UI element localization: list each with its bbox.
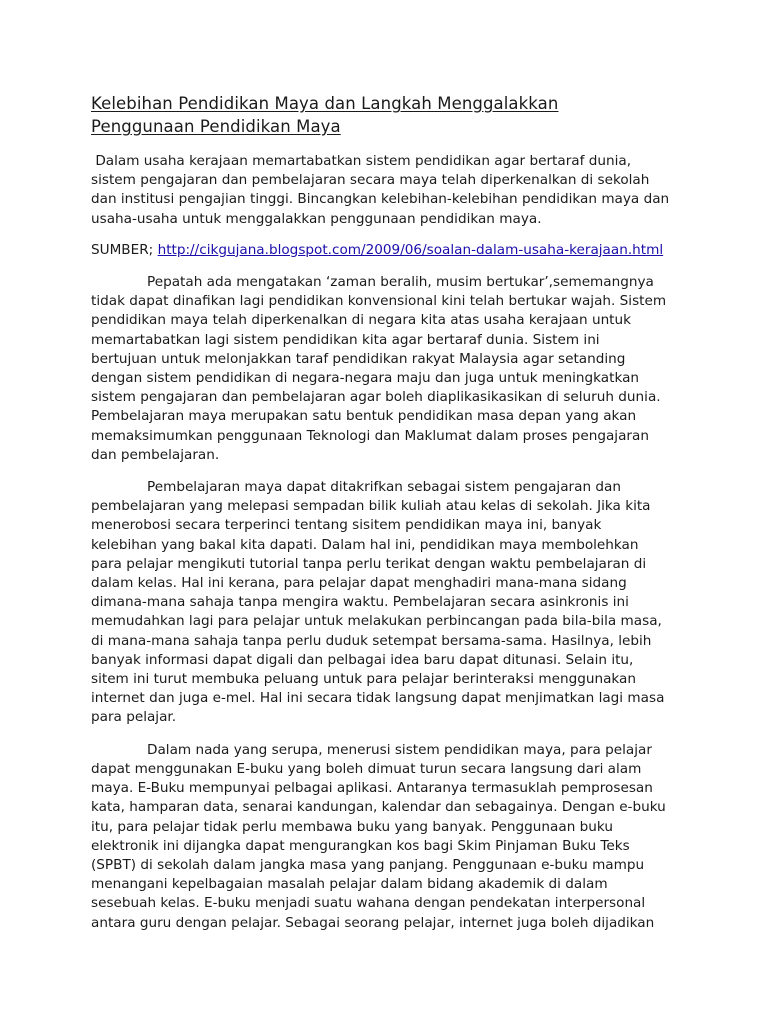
intro-line: sistem pengajaran dan pembelajaran secara maya telah diperkenalkan di sekolah [91,172,650,189]
paragraph-line: banyak informasi dapat digali dan pelbagai idea baru dapat ditunasi. Selain itu, [91,651,634,668]
paragraph-line: pendidikan maya telah diperkenalkan di negara kita atas usaha kerajaan untuk [91,312,631,329]
paragraph-line: sistem pengajaran dan pembelajaran agar boleh diaplikasikasikan di seluruh dunia. [91,389,661,406]
body-paragraph-1 [91,273,681,465]
paragraph-line: di mana-mana sahaja tanpa perlu duduk setempat bersama-sama. Hasilnya, lebih [91,632,652,649]
paragraph-line: memaksimumkan penggunaan Teknologi dan Maklumat dalam proses pengajaran [91,427,649,444]
paragraph-line: sitem ini turut membuka peluang untuk para pelajar berinteraksi menggunakan [91,671,637,688]
paragraph-line: tidak dapat dinafikan lagi pendidikan konvensional kini telah bertukar wajah. Sistem [91,293,667,310]
paragraph-line: Pembelajaran maya dapat ditakrifkan sebagai sistem pengajaran dan [147,479,621,496]
paragraph-line: memartabatkan lagi sistem pendidikan kita agar bertaraf dunia. Sistem ini [91,331,600,348]
paragraph-line: kelebihan yang bakal kita dapati. Dalam hal ini, pendidikan maya membolehkan [91,536,639,553]
intro-line: Dalam usaha kerajaan memartabatkan sistem pendidikan agar bertaraf dunia, [91,153,632,169]
paragraph-line: itu, para pelajar tidak perlu membawa buku yang banyak. Penggunaan buku [91,818,613,835]
paragraph-line: dan pembelajaran. [91,446,220,463]
paragraph-line: dapat menggunakan E-buku yang boleh dimuat turun secara langsung dari alam [91,760,642,777]
paragraph-line: dimana-mana sahaja tanpa mengira waktu. Pembelajaran secara asinkronis ini [91,594,629,611]
paragraph-line: (SPBT) di sekolah dalam jangka masa yang panjang. Penggunaan e-buku mampu [91,856,645,873]
paragraph-line: antara guru dengan pelajar. Sebagai seorang pelajar, internet juga boleh dijadikan [91,914,655,931]
paragraph-line: menangani kepelbagaian masalah pelajar dalam bidang akademik di dalam [91,876,608,893]
paragraph-line: elektronik ini dijangka dapat mengurangkan kos bagi Skim Pinjaman Buku Teks [91,837,630,854]
paragraph-line: dalam kelas. Hal ini kerana, para pelajar dapat menghadiri mana-mana sidang [91,575,627,592]
paragraph-line: para pelajar mengikuti tutorial tanpa perlu terikat dengan waktu pembelajaran di [91,555,647,572]
paragraph-line: menerobosi secara terperinci tentang sisitem pendidikan maya ini, banyak [91,517,602,534]
paragraph-line: Dalam nada yang serupa, menerusi sistem pendidikan maya, para pelajar [147,741,652,758]
source-line [91,241,681,260]
title-line: Kelebihan Pendidikan Maya dan Langkah Menggalakkan [91,94,559,113]
body-paragraph-3 [91,741,681,933]
paragraph-line: para pelajar. [91,709,177,726]
intro-paragraph [91,152,681,229]
paragraph-line: bertujuan untuk melonjakkan taraf pendidikan rakyat Malaysia agar setanding [91,350,626,367]
paragraph-line: Pepatah ada mengatakan ‘zaman beralih, musim bertukar’,sememangnya [147,274,654,291]
title-line: Penggunaan Pendidikan Maya [91,117,341,136]
intro-line: usaha-usaha untuk menggalakkan penggunaan pendidikan maya. [91,210,542,227]
body-paragraph-2 [91,478,681,728]
paragraph-line: internet dan juga e-mel. Hal ini secara tidak langsung dapat menjimatkan lagi masa [91,690,665,707]
document-page [91,92,681,946]
paragraph-line: memudahkan lagi para pelajar untuk melakukan perbincangan pada bila-bila masa, [91,613,662,630]
document-title [91,92,681,138]
paragraph-line: Pembelajaran maya merupakan satu bentuk pendidikan masa depan yang akan [91,408,637,425]
paragraph-line: sesebuah kelas. E-buku menjadi suatu wahana dengan pendekatan interpersonal [91,895,646,912]
paragraph-line: maya. E-Buku mempunyai pelbagai aplikasi. Antaranya termasuklah pemprosesan [91,780,653,797]
paragraph-line: dengan sistem pendidikan di negara-negara maju dan juga untuk meningkatkan [91,370,640,387]
paragraph-line: pembelajaran yang melepasi sempadan bilik kuliah atau kelas di sekolah. Jika kita [91,498,651,515]
source-link[interactable]: http://cikgujana.blogspot.com/2009/06/soalan-dalam-usaha-kerajaan.html [157,241,664,258]
intro-line: dan institusi pengajian tinggi. Bincangkan kelebihan-kelebihan pendidikan maya dan [91,191,670,208]
source-label: SUMBER; [91,241,158,258]
paragraph-line: kata, hamparan data, senarai kandungan, kalendar dan sebagainya. Dengan e-buku [91,799,666,816]
